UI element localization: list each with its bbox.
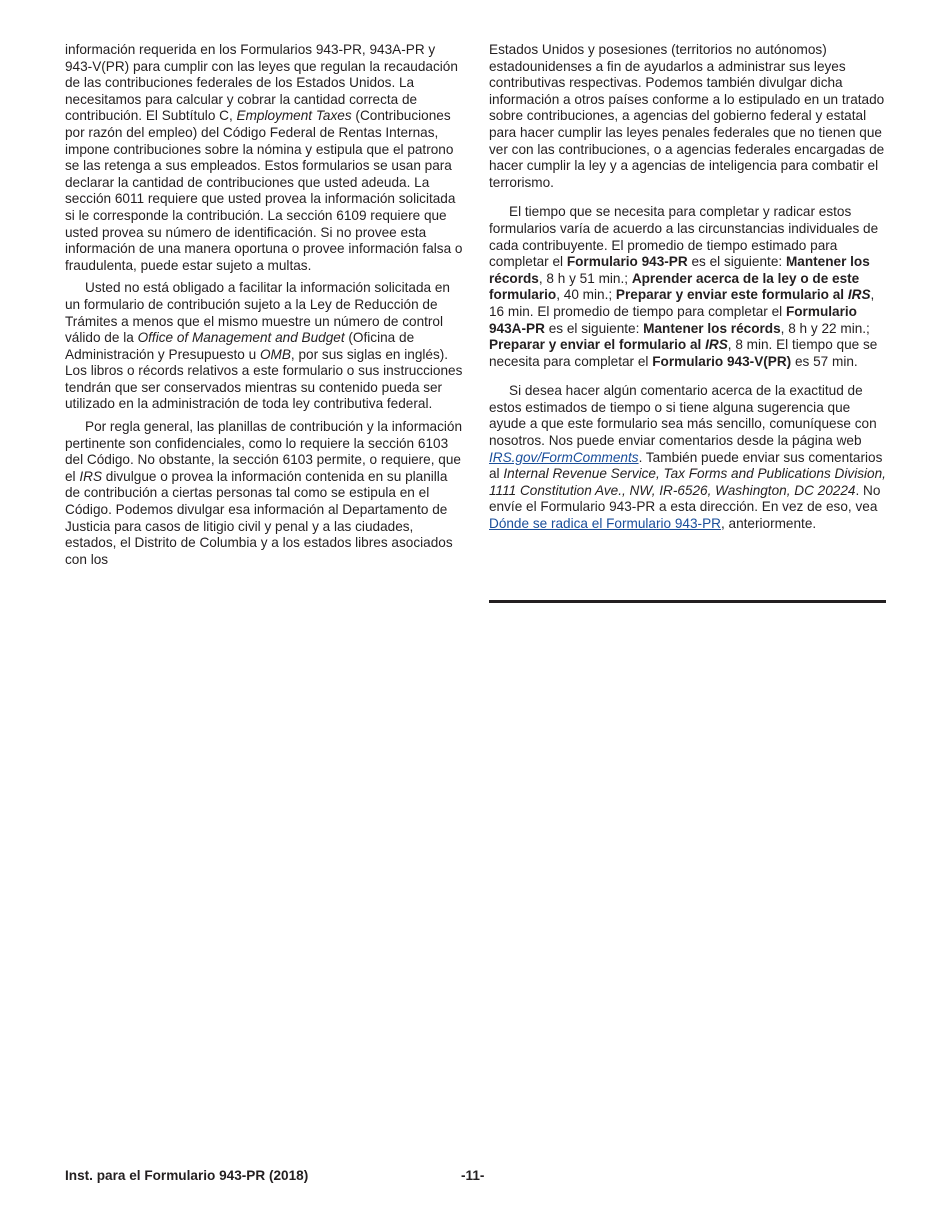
paragraph-confidentiality: Por regla general, las planillas de contribución y la información pertinente son confidenciales, como lo requiere la sección 6103 del Código. No obstante, la sección 6103 permite, o requiere, que el IRS divulgue o provea la información contenida en su planilla de contribución a ciertas personas tal como se estipula en el Código. Podemos divulgar esa información al Departamento de Justicia para casos de litigio civil y penal y a las ciudades, estados, el Distrito de Columbia y a los estados libres asociados con los bbox=[65, 419, 463, 567]
section-end-rule bbox=[489, 600, 886, 603]
form-comments-link[interactable]: IRS.gov/FormComments bbox=[489, 449, 639, 465]
paragraph-paperwork-reduction: Usted no está obligado a facilitar la información solicitada en un formulario de contribución sujeto a la Ley de Reducción de Trámites a menos que el mismo muestre un número de control válido de la Office of Management and Budget (Oficina de Administración y Presupuesto u OMB, por sus siglas en inglés). Los libros o récords relativos a este formulario o sus instrucciones tendrán que ser conservados mientras su contenido pueda ser utilizado en la administración de toda ley contributiva federal. bbox=[65, 280, 463, 412]
right-column bbox=[489, 42, 887, 533]
paragraph-comments: Si desea hacer algún comentario acerca de la exactitud de estos estimados de tiempo o si tiene alguna sugerencia que ayude a que este formulario sea más sencillo, comuníquese con nosotros. Nos puede enviar comentarios desde la página web IRS.gov/FormComments. También puede enviar sus comentarios al Internal Revenue Service, Tax Forms and Publications Division, 1111 Constitution Ave., NW, IR-6526, Washington, DC 20224. No envíe el Formulario 943-PR a esta dirección. En vez de eso, vea Dónde se radica el Formulario 943-PR, anteriormente. bbox=[489, 383, 886, 532]
paragraph-time-estimates: El tiempo que se necesita para completar y radicar estos formularios varía de acuerdo a las circunstancias individuales de cada contribuyente. El promedio de tiempo estimado para completar el Formulario 943-PR es el siguiente: Mantener los récords, 8 h y 51 min.; Aprender acerca de la ley o de este formulario, 40 min.; Preparar y enviar este formulario al IRS, 16 min. El promedio de tiempo para completar el Formulario 943A-PR es el siguiente: Mantener los récords, 8 h y 22 min.; Preparar y enviar el formulario al IRS, 8 min. El tiempo que se necesita para completar el Formulario 943-V(PR) es 57 min. bbox=[489, 204, 879, 369]
paragraph-disclosure-continued: Estados Unidos y posesiones (territorios no autónomos) estadounidenses a fin de ayudarlos a administrar sus leyes contributivas respectivas. Podemos también divulgar dicha información a otros países conforme a lo estipulado en un tratado sobre contribuciones, a agencias del gobierno federal y estatal para hacer cumplir las leyes penales federales que no tienen que ver con las contribuciones, o a agencias federales encargadas de hacer cumplir la ley y a agencias de inteligencia para combatir el terrorismo. bbox=[489, 42, 885, 190]
footer-page-number: -11- bbox=[461, 1168, 485, 1183]
left-column bbox=[65, 42, 463, 568]
footer-document-title: Inst. para el Formulario 943-PR (2018) bbox=[65, 1168, 309, 1183]
where-to-file-link[interactable]: Dónde se radica el Formulario 943-PR bbox=[489, 516, 721, 532]
paragraph-privacy-continued: información requerida en los Formularios 943-PR, 943A-PR y 943-V(PR) para cumplir con las leyes que regulan la recaudación de las contribuciones federales de los Estados Unidos. La necesitamos para calcular y cobrar la cantidad correcta de contribución. El Subtítulo C, Employment Taxes (Contribuciones por razón del empleo) del Código Federal de Rentas Internas, impone contribuciones sobre la nómina y estipula que el patrono se las retenga a sus empleados. Estos formularios se usan para declarar la cantidad de contribuciones que usted adeuda. La sección 6011 requiere que usted provea la información solicitada si le corresponde la contribución. La sección 6109 requiere que usted provea su número de identificación. Si no provee esta información de una manera oportuna o provee información falsa o fraudulenta, puede estar sujeto a multas. bbox=[65, 42, 463, 273]
